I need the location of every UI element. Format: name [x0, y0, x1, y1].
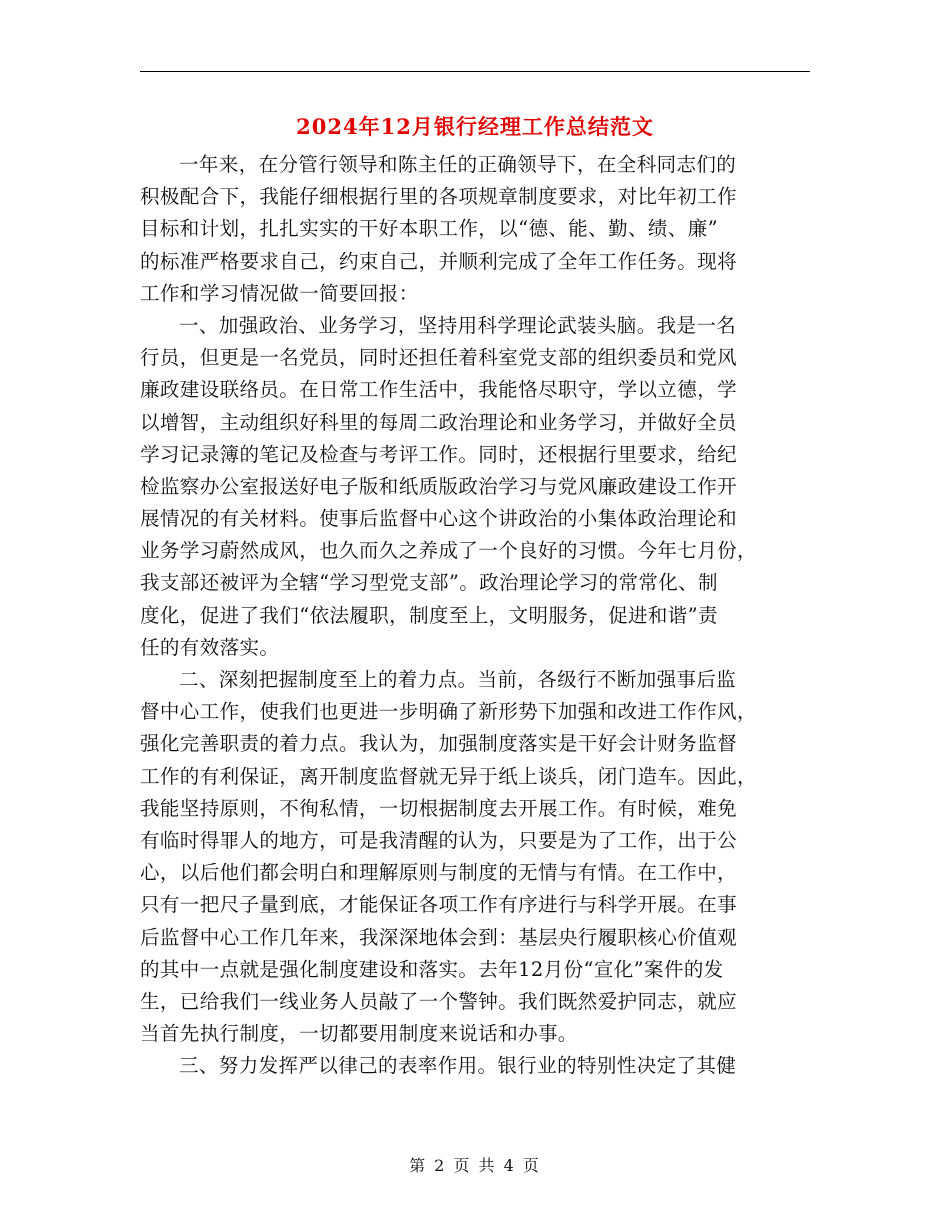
body-line: 一年来，在分管行领导和陈主任的正确领导下，在全科同志们的 — [179, 153, 737, 176]
body-line: 心，以后他们都会明白和理解原则与制度的无情与有情。在工作中， — [140, 861, 738, 885]
body-line: 任的有效落实。 — [140, 635, 280, 659]
body-line: 一、加强政治、业务学习，坚持用科学理论武装头脑。我是一名 — [179, 313, 737, 337]
body-line: 三、努力发挥严以律己的表率作用。银行业的特别性决定了其健 — [179, 1054, 737, 1078]
body-line: 强化完善职责的着力点。我认为，加强制度落实是干好会计财务监督 — [140, 732, 738, 756]
body-line: 目标和计划，扎扎实实的干好本职工作，以“德、能、勤、绩、廉” — [140, 217, 718, 241]
page-indicator: 第 2 页 共 4 页 — [409, 1156, 541, 1175]
body-line: 工作的有利保证，离开制度监督就无异于纸上谈兵，闭门造车。因此， — [140, 764, 757, 788]
body-line: 当首先执行制度，一切都要用制度来说话和办事。 — [140, 1022, 578, 1046]
body-line: 我支部还被评为全辖“学习型党支部”。政治理论学习的常常化、制 — [140, 571, 718, 595]
body-line: 二、深刻把握制度至上的着力点。当前，各级行不断加强事后监 — [179, 668, 737, 691]
body-line: 只有一把尺子量到底，才能保证各项工作有序进行与科学开展。在事 — [140, 893, 738, 917]
body-line: 的标准严格要求自己，约束自己，并顺利完成了全年工作任务。现将 — [140, 249, 738, 273]
body-line: 展情况的有关材料。使事后监督中心这个讲政治的小集体政治理论和 — [140, 507, 738, 531]
body-line: 的其中一点就是强化制度建设和落实。去年12月份“宣化”案件的发 — [140, 957, 724, 981]
body-line: 行员，但更是一名党员，同时还担任着科室党支部的组织委员和党风 — [140, 346, 738, 370]
body-line: 督中心工作，使我们也更进一步明确了新形势下加强和改进工作作风， — [140, 700, 757, 724]
body-line: 廉政建设联络员。在日常工作生活中，我能恪尽职守，学以立德，学 — [140, 378, 738, 402]
body-line: 学习记录簿的笔记及检查与考评工作。同时，还根据行里要求，给纪 — [140, 442, 738, 466]
body-line: 业务学习蔚然成风，也久而久之养成了一个良好的习惯。今年七月份， — [140, 539, 757, 563]
document-title: 2024年12月银行经理工作总结范文 — [296, 114, 654, 139]
body-line: 后监督中心工作几年来，我深深地体会到：基层央行履职核心价值观 — [140, 925, 738, 949]
header-rule — [140, 71, 810, 72]
body-line: 以增智，主动组织好科里的每周二政治理论和业务学习，并做好全员 — [140, 410, 738, 434]
body-line: 积极配合下，我能仔细根据行里的各项规章制度要求，对比年初工作 — [140, 185, 738, 209]
body-line: 有临时得罪人的地方，可是我清醒的认为，只要是为了工作，出于公 — [140, 828, 738, 852]
document-body — [140, 149, 810, 1082]
body-line: 度化，促进了我们“依法履职，制度至上，文明服务，促进和谐”责 — [140, 603, 718, 627]
body-line: 工作和学习情况做一简要回报： — [140, 281, 419, 305]
body-line: 我能坚持原则，不徇私情，一切根据制度去开展工作。有时候，难免 — [140, 796, 738, 820]
body-line: 生，已给我们一线业务人员敲了一个警钟。我们既然爱护同志，就应 — [140, 989, 738, 1013]
body-line: 检监察办公室报送好电子版和纸质版政治学习与党风廉政建设工作开 — [140, 474, 738, 498]
